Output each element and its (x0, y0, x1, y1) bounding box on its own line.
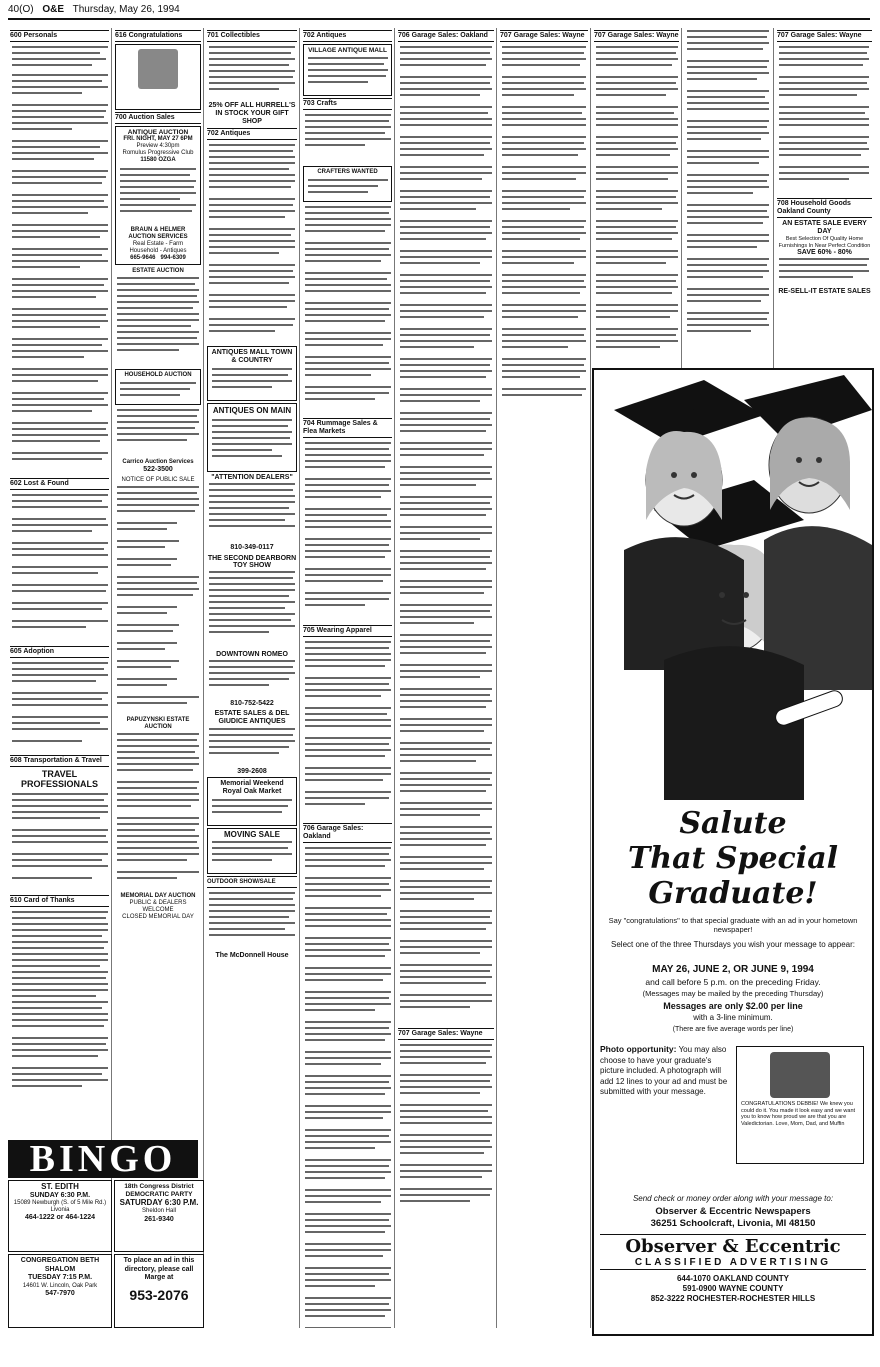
sample-graduate-photo (770, 1052, 830, 1098)
page-number: 40(O) (8, 4, 34, 15)
carrico-name: Carrico Auction Services (122, 459, 194, 466)
attention-phone: 810-349-0117 (230, 543, 274, 551)
text-placeholder (303, 440, 393, 620)
downtown-romeo-title: DOWNTOWN ROMEO (216, 650, 288, 658)
select-thursday-text: Select one of the three Thursdays you wish your message to appear: (611, 940, 855, 949)
place-ad-phone: 953-2076 (129, 1286, 189, 1303)
address-line-1: Observer & Eccentric Newspapers (655, 1206, 811, 1217)
auction-preview: Preview 4:30pm (136, 143, 180, 149)
section-head: 707 Garage Sales: Wayne (500, 30, 588, 42)
beth-shalom-phone: 547-7970 (45, 1289, 75, 1297)
minimum-text: with a 3-line minimum. (693, 1013, 773, 1022)
del-giudice-title: ESTATE SALES & DEL GIUDICE ANTIQUES (214, 710, 290, 726)
section-head: 608 Transportation & Travel (10, 755, 109, 767)
column-auctions (113, 28, 204, 1328)
household-auction-ad (115, 369, 201, 405)
section-head: 706 Garage Sales: Oakland (303, 823, 392, 843)
section-head: 702 Antiques (207, 128, 297, 140)
say-congratulations-text: Say "congratulations" to that special graduate with an ad in your hometown newspaper! (608, 916, 858, 934)
column-personals (8, 28, 112, 1328)
memorial-auction-sub: PUBLIC & DEALERS WELCOME (129, 899, 187, 913)
st-edith-phone: 464-1222 or 464-1224 (24, 1214, 96, 1221)
observer-eccentric-logo: Observer & Eccentric (600, 1234, 866, 1257)
memorial-auction-sub2: CLOSED MEMORIAL DAY (122, 913, 194, 920)
braun-phone-2: 994-6309 (160, 255, 186, 261)
estate-sale-title: AN ESTATE SALE EVERY DAY (782, 220, 867, 236)
send-instructions: Send check or money order along with your message to: (632, 1194, 834, 1203)
section-head: 703 Crafts (303, 98, 392, 110)
column-garage-wayne-3 (683, 28, 774, 368)
text-placeholder (306, 54, 390, 90)
classified-phones (600, 1274, 866, 1304)
section-head: 610 Card of Thanks (10, 895, 109, 907)
column-garage-wayne-1 (498, 28, 591, 1328)
place-ad-text: To place an ad in this directory, please call Marge at (123, 1257, 195, 1281)
text-placeholder (303, 112, 393, 162)
section-head: 706 Garage Sales: Oakland (398, 30, 494, 42)
text-placeholder (777, 44, 871, 194)
royal-oak-market-ad (207, 777, 297, 826)
average-words-note: (There are five average words per line) (672, 1026, 794, 1033)
antique-auction-ad (115, 126, 201, 265)
mailing-address (600, 1206, 866, 1230)
text-placeholder (10, 660, 110, 750)
outdoor-show-head: OUTDOOR SHOW/SALE (207, 876, 297, 888)
estate-auction-title: ESTATE AUCTION (132, 268, 184, 274)
text-placeholder (118, 379, 198, 399)
auction-place: Romulus Progressive Club (122, 150, 194, 156)
section-head: 702 Antiques (303, 30, 392, 42)
text-placeholder (303, 845, 393, 1328)
text-placeholder (115, 407, 201, 457)
text-placeholder (115, 275, 201, 365)
beth-shalom-listing (8, 1254, 112, 1328)
democratic-place: Sheldon Hall (141, 1208, 177, 1214)
section-head: 704 Rummage Sales & Flea Markets (303, 418, 392, 438)
text-placeholder (210, 365, 294, 395)
section-head: 708 Household Goods Oakland County (777, 198, 872, 218)
attention-dealers-title: "ATTENTION DEALERS" (211, 474, 293, 482)
auction-date: FRI. NIGHT, MAY 27 6PM (123, 136, 193, 142)
sample-ad (736, 1046, 864, 1164)
page-header (8, 4, 870, 20)
text-placeholder (303, 204, 393, 414)
classified-listings (10, 44, 109, 1328)
column-household (775, 28, 874, 368)
photo-opportunity-head: Photo opportunity: (600, 1044, 677, 1054)
st-edith-listing (8, 1180, 112, 1252)
auction-title: ANTIQUE AUCTION (127, 129, 189, 136)
text-placeholder (207, 569, 297, 649)
hurrells-sale: 25% OFF ALL HURRELL'S IN STOCK YOUR GIFT SHOP (208, 102, 296, 126)
text-placeholder (115, 484, 201, 714)
text-placeholder (207, 726, 297, 766)
section-head: 707 Garage Sales: Wayne (777, 30, 872, 42)
village-antique-mall-title: VILLAGE ANTIQUE MALL (308, 47, 387, 54)
graduates-illustration (594, 370, 872, 800)
text-placeholder (210, 796, 294, 820)
beth-shalom-address: 14601 W. Lincoln, Oak Park (22, 1282, 98, 1289)
text-placeholder (210, 416, 294, 466)
text-placeholder (500, 44, 588, 1284)
crafters-wanted-ad (303, 166, 392, 202)
text-placeholder (118, 164, 198, 224)
headline-line-1: Salute (679, 806, 787, 841)
democratic-party-listing (114, 1180, 204, 1252)
papuzynski-title: PAPUZYNSKI ESTATE AUCTION (126, 716, 190, 730)
text-placeholder (594, 44, 680, 364)
sample-ad-text: CONGRATULATIONS DEBBIE! We knew you could do it. You made it look easy and we want you to know how proud we are that you are Valedictorian. Love, Mom, Dad, and Muffin (741, 1101, 856, 1127)
moving-sale-ad (207, 828, 297, 874)
phone-oakland: 644-1070 OAKLAND COUNTY (676, 1274, 790, 1283)
text-placeholder (207, 44, 297, 100)
braun-helmer-sub: Real Estate - Farm (132, 241, 184, 247)
column-antiques-crafts (301, 28, 395, 1328)
text-placeholder (685, 28, 771, 360)
household-auction-title: HOUSEHOLD AUCTION (124, 372, 192, 379)
bingo-banner: BINGO (8, 1140, 198, 1178)
section-head: 705 Wearing Apparel (303, 625, 392, 637)
publication-dates (600, 964, 866, 988)
place-ad-box (114, 1254, 204, 1328)
section-head: 605 Adoption (10, 646, 109, 658)
mailing-note: (Messages may be mailed by the preceding Thursday) (642, 989, 824, 998)
text-placeholder (207, 890, 297, 950)
democratic-phone: 261-9340 (144, 1215, 174, 1223)
section-head: 707 Garage Sales: Wayne (594, 30, 679, 42)
estate-sale-sub: Best Selection Of Quality Home Furnishings In Near Perfect Condition (778, 236, 871, 249)
text-placeholder (398, 1042, 494, 1242)
antiques-mall-ad (207, 346, 297, 401)
text-placeholder (207, 658, 297, 698)
crafters-wanted-title: CRAFTERS WANTED (317, 169, 378, 176)
text-placeholder (207, 142, 297, 342)
text-placeholder (398, 44, 494, 1024)
graduation-ad (592, 368, 874, 1336)
text-placeholder (10, 909, 110, 1109)
photo-opportunity-text (600, 1044, 730, 1098)
dates-line-2: and call before 5 p.m. on the preceding Friday. (645, 977, 821, 987)
column-garage-wayne-2 (592, 28, 682, 368)
braun-phone-1: 665-9646 (130, 255, 156, 261)
antiques-on-main-ad (207, 403, 297, 472)
section-head: 707 Garage Sales: Wayne (398, 1028, 494, 1040)
st-edith-address: 15089 Newburgh (S. of 5 Mile Rd.) Livonia (13, 1200, 107, 1213)
section-head: 602 Lost & Found (10, 478, 109, 490)
st-edith-name: ST. EDITH (41, 1182, 79, 1191)
text-placeholder (115, 731, 201, 891)
text-placeholder (10, 44, 110, 474)
carrico-phone: 522-3500 (143, 466, 173, 474)
text-placeholder (777, 256, 871, 286)
braun-helmer-name: BRAUN & HELMER AUCTION SERVICES (128, 227, 188, 240)
del-giudice-phone: 399-2608 (237, 768, 267, 776)
phone-wayne: 591-0900 WAYNE COUNTY (682, 1284, 784, 1293)
braun-helmer-sub2: Household - Antiques (129, 248, 187, 254)
st-edith-time: SUNDAY 6:30 P.M. (29, 1191, 91, 1199)
second-dearborn-toy-show: THE SECOND DEARBORN TOY SHOW (207, 554, 297, 569)
resell-it-title: RE-SELL-IT ESTATE SALES (778, 288, 871, 296)
moving-sale-title: MOVING SALE (223, 830, 280, 840)
headline-line-2: That Special (627, 841, 839, 876)
romeo-phone: 810-752-5422 (230, 700, 274, 708)
estate-sale-save: SAVE 60% - 80% (797, 249, 852, 257)
graduate-photo (138, 49, 178, 89)
royal-oak-market-title: Memorial Weekend Royal Oak Market (220, 780, 284, 796)
beth-shalom-time: TUESDAY 7:15 P.M. (27, 1274, 93, 1281)
graduates-image (594, 370, 872, 800)
travel-heading: TRAVEL PROFESSIONALS (20, 768, 98, 789)
column-collectibles (205, 28, 300, 1328)
column-garage-oakland (396, 28, 497, 1328)
phone-rochester: 852-3222 ROCHESTER-ROCHESTER HILLS (650, 1294, 816, 1303)
public-sale-notice-title: NOTICE OF PUBLIC SALE (121, 477, 195, 484)
section-head: 616 Congratulations (115, 30, 201, 42)
section-head: 600 Personals (10, 30, 109, 42)
antiques-on-main-title: ANTIQUES ON MAIN (212, 406, 292, 416)
text-placeholder (10, 791, 110, 891)
auction-address: 11580 OZGA (140, 157, 176, 163)
headline-line-3: Graduate! (648, 876, 818, 911)
democratic-time: SATURDAY 6:30 P.M. (119, 1198, 199, 1207)
dates-line-1: MAY 26, JUNE 2, OR JUNE 9, 1994 (652, 964, 814, 975)
memorial-auction-title: MEMORIAL DAY AUCTION (120, 892, 196, 899)
address-line-2: 36251 Schoolcraft, Livonia, MI 48150 (650, 1218, 816, 1229)
publication-brand: O&E (42, 4, 65, 15)
text-placeholder (10, 492, 110, 642)
text-placeholder (207, 481, 297, 541)
antiques-mall-title: ANTIQUES MALL TOWN & COUNTRY (211, 349, 293, 365)
text-placeholder (303, 639, 393, 819)
salute-headline (594, 806, 872, 911)
section-head: 701 Collectibles (207, 30, 297, 42)
text-placeholder (210, 838, 294, 868)
beth-shalom-name: CONGREGATION BETH SHALOM (20, 1257, 100, 1273)
text-placeholder (306, 176, 390, 196)
classified-advertising-banner: CLASSIFIED ADVERTISING (600, 1257, 866, 1270)
section-head: 700 Auction Sales (115, 112, 201, 124)
photo-opportunity-body: You may also choose to have your graduate's picture included. A photograph will add 12 lines to your ad and must be submitted with your message. (600, 1045, 728, 1096)
mcdonnell-house-title: The McDonnell House (215, 952, 289, 960)
issue-date: Thursday, May 26, 1994 (72, 4, 180, 15)
democratic-name: 18th Congress District DEMOCRATIC PARTY (124, 1183, 194, 1198)
price-text: Messages are only $2.00 per line (663, 1001, 803, 1011)
congratulations-photo-ad (115, 44, 201, 110)
village-antique-mall-ad (303, 44, 392, 96)
